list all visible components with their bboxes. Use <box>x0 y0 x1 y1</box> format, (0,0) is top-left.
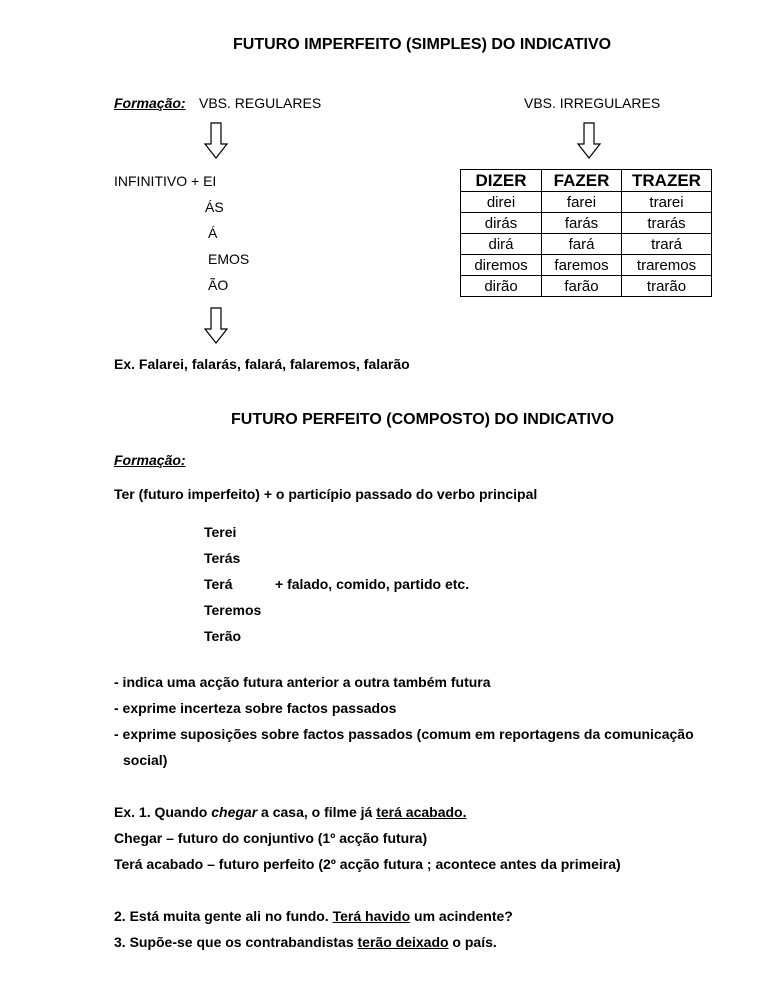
table-row <box>461 234 712 255</box>
use-item-continuation: social) <box>123 752 168 768</box>
table-cell: dirá <box>461 234 542 255</box>
table-header: DIZER <box>461 170 542 192</box>
table-header-row <box>461 170 712 192</box>
vbs-regulares-label: VBS. REGULARES <box>199 95 322 111</box>
example-1-line-3: Terá acabado – futuro perfeito (2º acção futura ; acontece antes da primeira) <box>114 856 621 872</box>
example-3-text: o país. <box>448 934 497 950</box>
table-cell: trarei <box>622 192 712 213</box>
example-1 <box>114 804 467 820</box>
table-cell: faremos <box>542 255 622 276</box>
example-2-text: um acindente? <box>410 908 513 924</box>
down-arrow-icon <box>576 122 602 160</box>
example-1-chegar: chegar <box>211 804 258 820</box>
example-2-text: 2. Está muita gente ali no fundo. <box>114 908 333 924</box>
table-row <box>461 213 712 234</box>
example-3 <box>114 934 497 950</box>
example-1-tera-acabado: terá acabado. <box>376 804 467 820</box>
down-arrow-icon <box>203 122 229 160</box>
table-cell: farão <box>542 276 622 297</box>
table-cell: trará <box>622 234 712 255</box>
ter-form: Terás <box>204 550 241 566</box>
use-item: - exprime incerteza sobre factos passados <box>114 700 397 716</box>
ter-form: Terá <box>204 576 233 592</box>
use-item: - exprime suposições sobre factos passados (comum em reportagens da comunicação <box>114 726 694 742</box>
participle-note: + falado, comido, partido etc. <box>275 576 470 592</box>
ter-form: Terei <box>204 524 237 540</box>
formacao-label: Formação: <box>114 95 186 111</box>
ter-form: Terão <box>204 628 242 644</box>
table-row <box>461 192 712 213</box>
table-cell: direi <box>461 192 542 213</box>
infinitivo-formula: INFINITIVO + EI <box>114 173 217 189</box>
example-1-text: Ex. 1. Quando <box>114 804 212 820</box>
table-cell: dirás <box>461 213 542 234</box>
title-futuro-perfeito: FUTURO PERFEITO (COMPOSTO) DO INDICATIVO <box>231 411 615 428</box>
ending-ao: ÃO <box>208 277 229 293</box>
ending-emos: EMOS <box>208 251 250 267</box>
example-2-tera-havido: Terá havido <box>332 908 411 924</box>
table-cell: dirão <box>461 276 542 297</box>
table-header: TRAZER <box>622 170 712 192</box>
irregular-verbs-table <box>460 169 712 297</box>
table-row <box>461 276 712 297</box>
ter-form: Teremos <box>204 602 262 618</box>
vbs-irregulares-label: VBS. IRREGULARES <box>524 95 661 111</box>
table-row <box>461 255 712 276</box>
table-cell: trarás <box>622 213 712 234</box>
table-cell: trarão <box>622 276 712 297</box>
example-2 <box>114 908 513 924</box>
formacao-label-2: Formação: <box>114 452 186 468</box>
table-cell: farei <box>542 192 622 213</box>
table-header: FAZER <box>542 170 622 192</box>
table-cell: fará <box>542 234 622 255</box>
example-1-line-2: Chegar – futuro do conjuntivo (1º acção futura) <box>114 830 428 846</box>
ending-as: ÁS <box>205 199 224 215</box>
down-arrow-icon <box>203 307 229 345</box>
example-3-terao-deixado: terão deixado <box>357 934 449 950</box>
example-3-text: 3. Supõe-se que os contrabandistas <box>114 934 358 950</box>
table-cell: traremos <box>622 255 712 276</box>
title-futuro-imperfeito: FUTURO IMPERFEITO (SIMPLES) DO INDICATIVO <box>233 36 612 53</box>
example-regular: Ex. Falarei, falarás, falará, falaremos, falarão <box>114 356 410 372</box>
ending-a: Á <box>208 225 218 241</box>
formula-text: Ter (futuro imperfeito) + o particípio passado do verbo principal <box>114 486 538 502</box>
table-cell: farás <box>542 213 622 234</box>
example-1-text: a casa, o filme já <box>257 804 377 820</box>
use-item: - indica uma acção futura anterior a outra também futura <box>114 674 491 690</box>
table-cell: diremos <box>461 255 542 276</box>
